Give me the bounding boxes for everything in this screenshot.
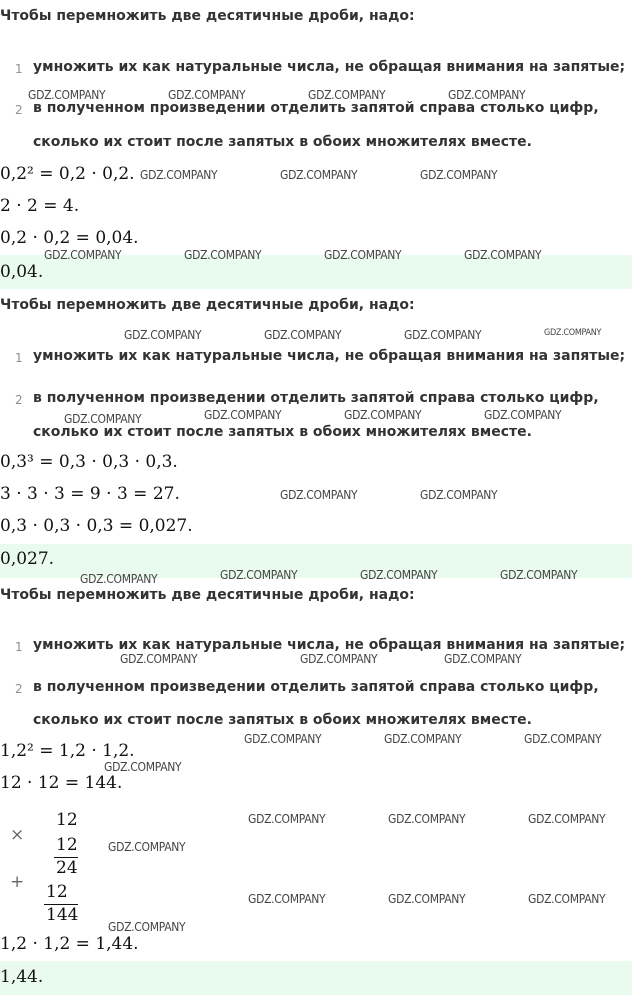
rule-heading: Чтобы перемножить две десятичные дроби, надо: bbox=[0, 587, 415, 603]
watermark: GDZ.COMPANY bbox=[28, 88, 106, 102]
watermark: GDZ.COMPANY bbox=[308, 88, 386, 102]
watermark: GDZ.COMPANY bbox=[80, 572, 158, 586]
watermark: GDZ.COMPANY bbox=[528, 812, 606, 826]
watermark: GDZ.COMPANY bbox=[108, 840, 186, 854]
solution-line: 0,2² = 0,2 · 0,2. bbox=[0, 164, 135, 184]
step-text: в полученном произведении отделить запятой справа столько цифр, bbox=[33, 390, 599, 406]
watermark: GDZ.COMPANY bbox=[120, 652, 198, 666]
step-text-continued: сколько их стоит после запятых в обоих множителях вместе. bbox=[33, 134, 532, 150]
solution-line: 0,3 · 0,3 · 0,3 = 0,027. bbox=[0, 516, 193, 536]
watermark: GDZ.COMPANY bbox=[388, 812, 466, 826]
rule-heading: Чтобы перемножить две десятичные дроби, надо: bbox=[0, 297, 415, 313]
watermark: GDZ.COMPANY bbox=[500, 568, 578, 582]
solution-line: 1,2² = 1,2 · 1,2. bbox=[0, 741, 135, 761]
step-text-continued: сколько их стоит после запятых в обоих множителях вместе. bbox=[33, 424, 532, 440]
column-multiplier: 12 bbox=[56, 835, 78, 855]
times-sign: × bbox=[10, 825, 25, 845]
watermark: GDZ.COMPANY bbox=[244, 732, 322, 746]
step-text: умножить их как натуральные числа, не обращая внимания на запятые; bbox=[33, 637, 626, 653]
solution-line: 3 · 3 · 3 = 9 · 3 = 27. bbox=[0, 484, 180, 504]
step-text: в полученном произведении отделить запятой справа столько цифр, bbox=[33, 679, 599, 695]
watermark: GDZ.COMPANY bbox=[44, 248, 122, 262]
step-text: в полученном произведении отделить запятой справа столько цифр, bbox=[33, 100, 599, 116]
watermark: GDZ.COMPANY bbox=[464, 248, 542, 262]
watermark: GDZ.COMPANY bbox=[528, 892, 606, 906]
solution-line: 2 · 2 = 4. bbox=[0, 196, 80, 216]
step-text-continued: сколько их стоит после запятых в обоих множителях вместе. bbox=[33, 712, 532, 728]
watermark: GDZ.COMPANY bbox=[324, 248, 402, 262]
watermark: GDZ.COMPANY bbox=[168, 88, 246, 102]
watermark: GDZ.COMPANY bbox=[64, 412, 142, 426]
watermark: GDZ.COMPANY bbox=[248, 892, 326, 906]
solution-line: 12 · 12 = 144. bbox=[0, 773, 123, 793]
watermark: GDZ.COMPANY bbox=[484, 408, 562, 422]
step-number: 2 bbox=[15, 682, 23, 696]
watermark: GDZ.COMPANY bbox=[388, 892, 466, 906]
answer: 1,44. bbox=[0, 967, 44, 987]
column-partial-product: 24 bbox=[56, 858, 78, 878]
answer-band bbox=[0, 961, 632, 995]
step-text: умножить их как натуральные числа, не обращая внимания на запятые; bbox=[33, 59, 626, 75]
solution-line: 0,2 · 0,2 = 0,04. bbox=[0, 228, 139, 248]
watermark: GDZ.COMPANY bbox=[420, 488, 498, 502]
column-result: 144 bbox=[46, 905, 79, 925]
watermark: GDZ.COMPANY bbox=[544, 328, 602, 338]
watermark: GDZ.COMPANY bbox=[204, 408, 282, 422]
column-multiplicand: 12 bbox=[56, 810, 78, 830]
watermark: GDZ.COMPANY bbox=[184, 248, 262, 262]
watermark: GDZ.COMPANY bbox=[344, 408, 422, 422]
watermark: GDZ.COMPANY bbox=[264, 328, 342, 342]
watermark: GDZ.COMPANY bbox=[420, 168, 498, 182]
answer: 0,04. bbox=[0, 262, 44, 282]
watermark: GDZ.COMPANY bbox=[280, 168, 358, 182]
watermark: GDZ.COMPANY bbox=[384, 732, 462, 746]
answer: 0,027. bbox=[0, 549, 55, 569]
rule-heading: Чтобы перемножить две десятичные дроби, надо: bbox=[0, 8, 415, 24]
watermark: GDZ.COMPANY bbox=[300, 652, 378, 666]
watermark: GDZ.COMPANY bbox=[124, 328, 202, 342]
watermark: GDZ.COMPANY bbox=[248, 812, 326, 826]
step-number: 2 bbox=[15, 103, 23, 117]
solution-line: 1,2 · 1,2 = 1,44. bbox=[0, 934, 139, 954]
watermark: GDZ.COMPANY bbox=[448, 88, 526, 102]
watermark: GDZ.COMPANY bbox=[104, 760, 182, 774]
watermark: GDZ.COMPANY bbox=[220, 568, 298, 582]
watermark: GDZ.COMPANY bbox=[404, 328, 482, 342]
step-text: умножить их как натуральные числа, не обращая внимания на запятые; bbox=[33, 348, 626, 364]
watermark: GDZ.COMPANY bbox=[444, 652, 522, 666]
column-partial-product: 12 bbox=[46, 882, 68, 902]
watermark: GDZ.COMPANY bbox=[280, 488, 358, 502]
watermark: GDZ.COMPANY bbox=[360, 568, 438, 582]
plus-sign: + bbox=[10, 872, 25, 892]
watermark: GDZ.COMPANY bbox=[108, 920, 186, 934]
step-number: 1 bbox=[15, 62, 23, 76]
step-number: 1 bbox=[15, 640, 23, 654]
solution-line: 0,3³ = 0,3 · 0,3 · 0,3. bbox=[0, 452, 178, 472]
watermark: GDZ.COMPANY bbox=[140, 168, 218, 182]
watermark: GDZ.COMPANY bbox=[524, 732, 602, 746]
step-number: 1 bbox=[15, 351, 23, 365]
step-number: 2 bbox=[15, 393, 23, 407]
